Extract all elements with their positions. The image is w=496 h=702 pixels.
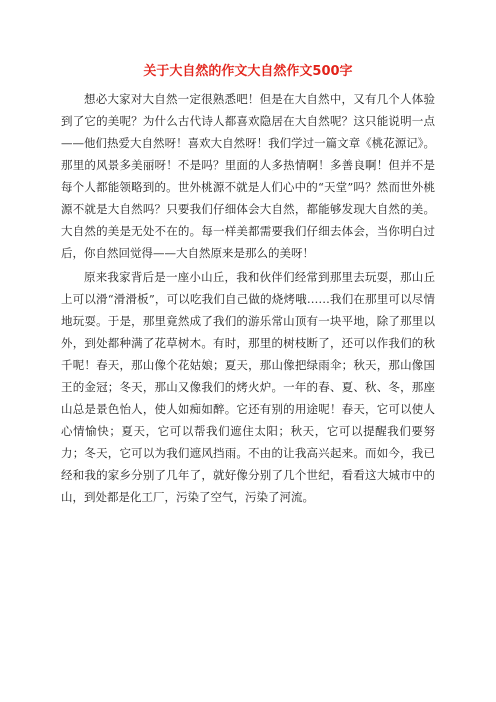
document-title: 关于大自然的作文大自然作文500字	[143, 64, 353, 79]
paragraph: 原来我家背后是一座小山丘，我和伙伴们经常到那里去玩耍，那山丘上可以滑“滑滑板”，可以吃我们自己做的烧烤哦……我们在那里可以尽情地玩耍。于是，那里竟然成了我们的游乐常山顶有一块平地，除了那里以外，到处都种满了花草树木。有时，那里的树枝断了，还可以作我们的秋千呢！春天，那山像个花姑娘；夏天，那山像把绿雨伞；秋天，那山像国王的金冠；冬天，那山又像我们的烤火炉。一年的春、夏、秋、冬，那座山总是景色怡人，使人如痴如醉。它还有别的用途呢！春天，它可以使人心情愉快；夏天，它可以帮我们遮住太阳；秋天，它可以提醒我们要努力；冬天，它可以为我们遮风挡雨。不由的让我高兴起来。而如今，我已经和我的家乡分别了几年了，就好像分别了几个世纪，看看这大城市中的山，到处都是化工厂，污染了空气，污染了河流。	[61, 270, 435, 504]
document-body	[61, 88, 435, 510]
paragraph: 想必大家对大自然一定很熟悉吧！但是在大自然中，又有几个人体验到了它的美呢？为什么古代诗人都喜欢隐居在大自然呢？这只能说明一点——他们热爱大自然呀！喜欢大自然呀！我们学过一篇文章《桃花源记》。那里的风景多美丽呀！不是吗？里面的人多热情啊！多善良啊！但并不是每个人都能领略到的。世外桃源不就是人们心中的“天堂”吗？然而世外桃源不就是大自然吗？只要我们仔细体会大自然，都能够发现大自然的美。大自然的美是无处不在的。每一样美都需要我们仔细去体会，当你明白过后，你自然回觉得——大自然原来是那么的美呀！	[61, 92, 435, 260]
